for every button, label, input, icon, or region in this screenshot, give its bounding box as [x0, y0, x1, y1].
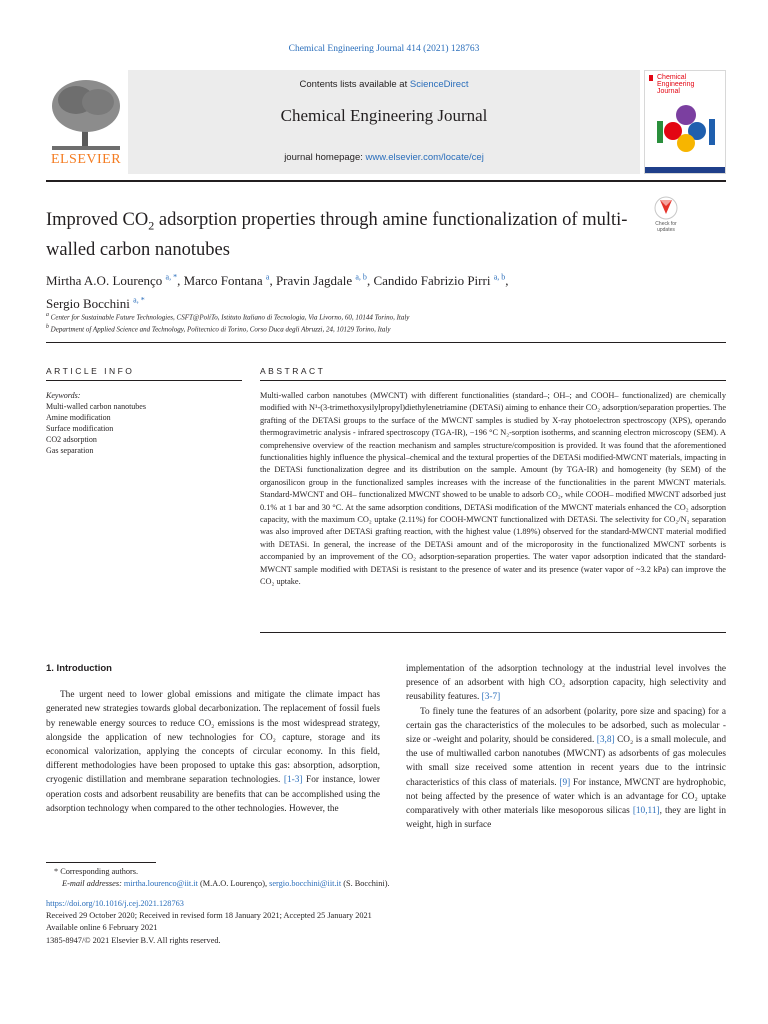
citation-link[interactable]: [3,8]	[596, 735, 615, 746]
article-info-rule	[46, 380, 242, 381]
sciencedirect-link[interactable]: ScienceDirect	[409, 79, 469, 90]
author-affiliation-marker[interactable]: a, b	[493, 273, 506, 282]
email-label: E-mail addresses:	[62, 879, 124, 888]
author	[46, 296, 145, 311]
cover-footer-band	[645, 167, 725, 173]
citation-link[interactable]: [9]	[559, 777, 571, 788]
affiliation-mark: b	[46, 324, 49, 331]
title-part-2: adsorption properties through amine functionalization of multi-walled carbon nanotubes	[46, 210, 628, 260]
abstract-rule	[260, 380, 726, 381]
paragraph-text: implementation of the adsorption technology at the industrial level involves the presence of an adsorbent with high CO₂ adsorption capacity, high selectivity and reusability features.	[406, 664, 726, 703]
homepage-label: journal homepage:	[284, 152, 366, 163]
author-list	[46, 268, 686, 313]
cover-illustration	[653, 101, 719, 157]
author	[276, 273, 373, 288]
author	[373, 273, 508, 288]
affiliation-text: Center for Sustainable Future Technologies, CSFT@PoliTo, Istituto Italiano di Tecnologia, Via Livorno, 60, 10144 Torino, Italy	[50, 313, 410, 322]
author-affiliation-marker[interactable]: a, *	[133, 295, 145, 305]
journal-reference[interactable]: Chemical Engineering Journal 414 (2021) 128763	[288, 44, 480, 54]
author-name: Mirtha A.O. Lourenço	[46, 273, 163, 289]
doi-link[interactable]: https://doi.org/10.1016/j.cej.2021.128763	[46, 899, 184, 908]
keyword: Surface modification	[46, 424, 114, 433]
abstract-heading: ABSTRACT	[260, 366, 326, 376]
author-separator: ,	[366, 273, 374, 289]
body-column-left	[46, 662, 380, 816]
masthead-band	[128, 70, 640, 174]
publisher-name: ELSEVIER	[50, 152, 122, 167]
cover-logo-mark	[649, 75, 653, 81]
email-line	[46, 878, 726, 890]
available-online: Available online 6 February 2021	[46, 923, 158, 933]
keywords-block	[46, 390, 242, 456]
author	[184, 273, 276, 288]
keyword: Multi-walled carbon nanotubes	[46, 402, 146, 411]
email-link[interactable]: sergio.bocchini@iit.it	[269, 879, 342, 888]
citation-link[interactable]: [3-7]	[481, 692, 501, 703]
author-affiliation-marker[interactable]: a, b	[355, 273, 367, 282]
introduction-heading: 1. Introduction	[46, 663, 112, 674]
paragraph-text: The urgent need to lower global emissions and mitigate the climate impact has generated new strategies towards global decarbonization. The replacement of fossil fuels by renewable energy sources to reduce CO₂ emissions is the most widespread strategy, alongside the application of new technologies for CO₂ capture, storage and its economical valorization, applying the concepts of circular economy. In this field, different methodologies have been proposed to uptake this gas: absorption, adsorption, cryogenic distillation and membrane separation technologies.	[46, 690, 380, 786]
author-name: Sergio Bocchini	[46, 295, 130, 311]
homepage-link[interactable]: www.elsevier.com/locate/cej	[365, 152, 484, 163]
section-rule	[46, 342, 726, 343]
cover-title-1: Chemical	[657, 74, 687, 81]
paragraph-text: To finely tune the features of an adsorbent (polarity, pore size and spacing) for a certain gas the characteristics of the molecules to be adsorbed, such as molecular -size or -weight and polarity, should be considered.	[406, 706, 726, 746]
paragraph-text: For instance, lower operation costs and adsorbent reusability are benefits that can be accomplished using the adsorption technology when compared to the other technologies. However, the	[46, 775, 381, 814]
citation-link[interactable]: [1-3]	[283, 775, 303, 786]
email-owner: (M.A.O. Lourenço),	[197, 879, 270, 888]
corresponding-note: * Corresponding authors.	[54, 867, 139, 876]
email-link[interactable]: mirtha.lourenco@iit.it	[123, 879, 198, 888]
author	[46, 273, 184, 288]
crossmark-line-1: Check for	[655, 221, 677, 227]
journal-cover-thumbnail[interactable]	[644, 70, 726, 174]
author-separator: ,	[269, 273, 276, 289]
abstract-text: Multi-walled carbon nanotubes (MWCNT) with different functionalities (standard–; OH–; and COOH– functionalized) are chemically modified with N¹-(3-trimethoxysilylpropyl)diethylenetriamine (DETASi) aiming to enhance their CO₂ adsorption/separation properties. The grafting of the DETASi groups to the surface of the MWCNT samples is studied by X-ray photoelectron spectroscopy (XPS), operando thermogravimetric analysis - infrared spectroscopy (TGA-IR), −196 °C N₂-sorption isotherms, and scanning electron microscopy (SEM). A comprehensive overview of the reaction mechanism and samples structure/composition is provided. It was found that the aforementioned functionalities highly influence the physical–chemical and the textural properties of the DETASi modified-MWCNT materials, impacting in the DETASi functionalization degree and its distribution on the sample. Amount (by TGA-IR) and homogeneity (by SEM) of the organosilicon group in the functionalized samples increases with the increase of the functionalities in the parent MWCNT materials. Standard-MWCNT and OH– functionalized MWCNT showed to be unable to adsorb CO₂, while COOH– modified MWCNT adsorbed just 0.1% at 1 bar and 30 °C. At the same adsorption conditions, DETASi modification of the MWCNT materials enhanced the CO₂ adsorption capacity, with the maximum CO₂ uptake (2.11%) for COOH-MWCNT functionalized with DETASi. The selectivity for CO₂/N₂ separation was also improved after DETASi grafting reaction, with the highest value (1.89%) observed for the standard-MWCNT material modified with DETASi. In general, the increase of the DETASi amount and of the microporosity in the functionalized MWCNT sorbents is accompanied by an improvement of the CO₂ adsorption-separation properties. The water vapor adsorption indicated that the standard-MWCNT sample modified with DETASi is resistant to the presence of water and its presence (water vapor of ~3.2 kPa) can improve the CO₂ uptake.	[260, 391, 726, 587]
author-separator: ,	[177, 273, 184, 289]
author-name: Candido Fabrizio Pirri	[373, 273, 491, 289]
body-column-right	[406, 662, 726, 832]
masthead	[46, 70, 726, 174]
author-affiliation-marker[interactable]: a, *	[165, 273, 178, 282]
homepage-line	[128, 152, 640, 163]
keyword: Gas separation	[46, 446, 94, 455]
keywords-label: Keywords:	[46, 391, 81, 400]
affiliations	[46, 310, 726, 335]
citation-link[interactable]: [10,11]	[632, 806, 660, 817]
email-owner: (S. Bocchini).	[341, 879, 390, 888]
author-separator: ,	[505, 273, 509, 289]
paragraph-text: , they are light in weight, high in surface	[406, 806, 726, 831]
footnote-rule	[46, 862, 156, 863]
article-title	[46, 208, 636, 262]
affiliation	[46, 310, 726, 322]
paragraph	[406, 705, 726, 833]
title-part-1: Improved CO	[46, 210, 149, 230]
affiliation	[46, 322, 726, 334]
publication-info	[46, 898, 726, 947]
author-name: Pravin Jagdale	[275, 273, 353, 289]
author-affiliation-marker[interactable]: a	[265, 273, 270, 282]
cover-title-3: Journal	[657, 88, 680, 95]
paragraph-text: CO₂ is a small molecule, and the use of multiwalled carbon nanotubes (MWCNT) as adsorbents of gas molecules with small size received some attention in recent years due to the intrinsic characteristics of this class of materials.	[406, 735, 726, 788]
author-name: Marco Fontana	[183, 273, 263, 289]
footnotes	[46, 866, 726, 890]
affiliation-text: Department of Applied Science and Technology, Politecnico di Torino, Corso Duca degli Abruzzi, 24, 10129 Torino, Italy	[50, 325, 391, 334]
contents-line	[128, 79, 640, 90]
title-subscript: 2	[148, 218, 155, 233]
contents-prefix: Contents lists available at	[299, 79, 410, 90]
affiliation-mark: a	[46, 312, 49, 318]
paragraph-text: For instance, MWCNT are hydrophobic, not being affected by the presence of water which is an advantage for CO₂ uptake comparatively with other materials like mesoporous silicas	[406, 777, 726, 817]
cover-title-2: Engineering	[657, 81, 695, 88]
header-rule	[46, 180, 726, 182]
abstract-bottom-rule	[260, 632, 726, 633]
copyright: 1385-8947/© 2021 Elsevier B.V. All rights reserved.	[46, 935, 221, 945]
article-info-heading: ARTICLE INFO	[46, 366, 135, 376]
received-dates: Received 29 October 2020; Received in revised form 18 January 2021; Accepted 25 January 2021	[46, 911, 372, 921]
keyword: CO2 adsorption	[46, 435, 97, 444]
paragraph	[406, 662, 726, 705]
crossmark-line-2: updates	[657, 227, 675, 233]
paragraph	[46, 688, 380, 816]
journal-title: Chemical Engineering Journal	[280, 106, 488, 125]
keyword: Amine modification	[46, 413, 111, 422]
check-for-updates-icon[interactable]	[646, 194, 686, 234]
